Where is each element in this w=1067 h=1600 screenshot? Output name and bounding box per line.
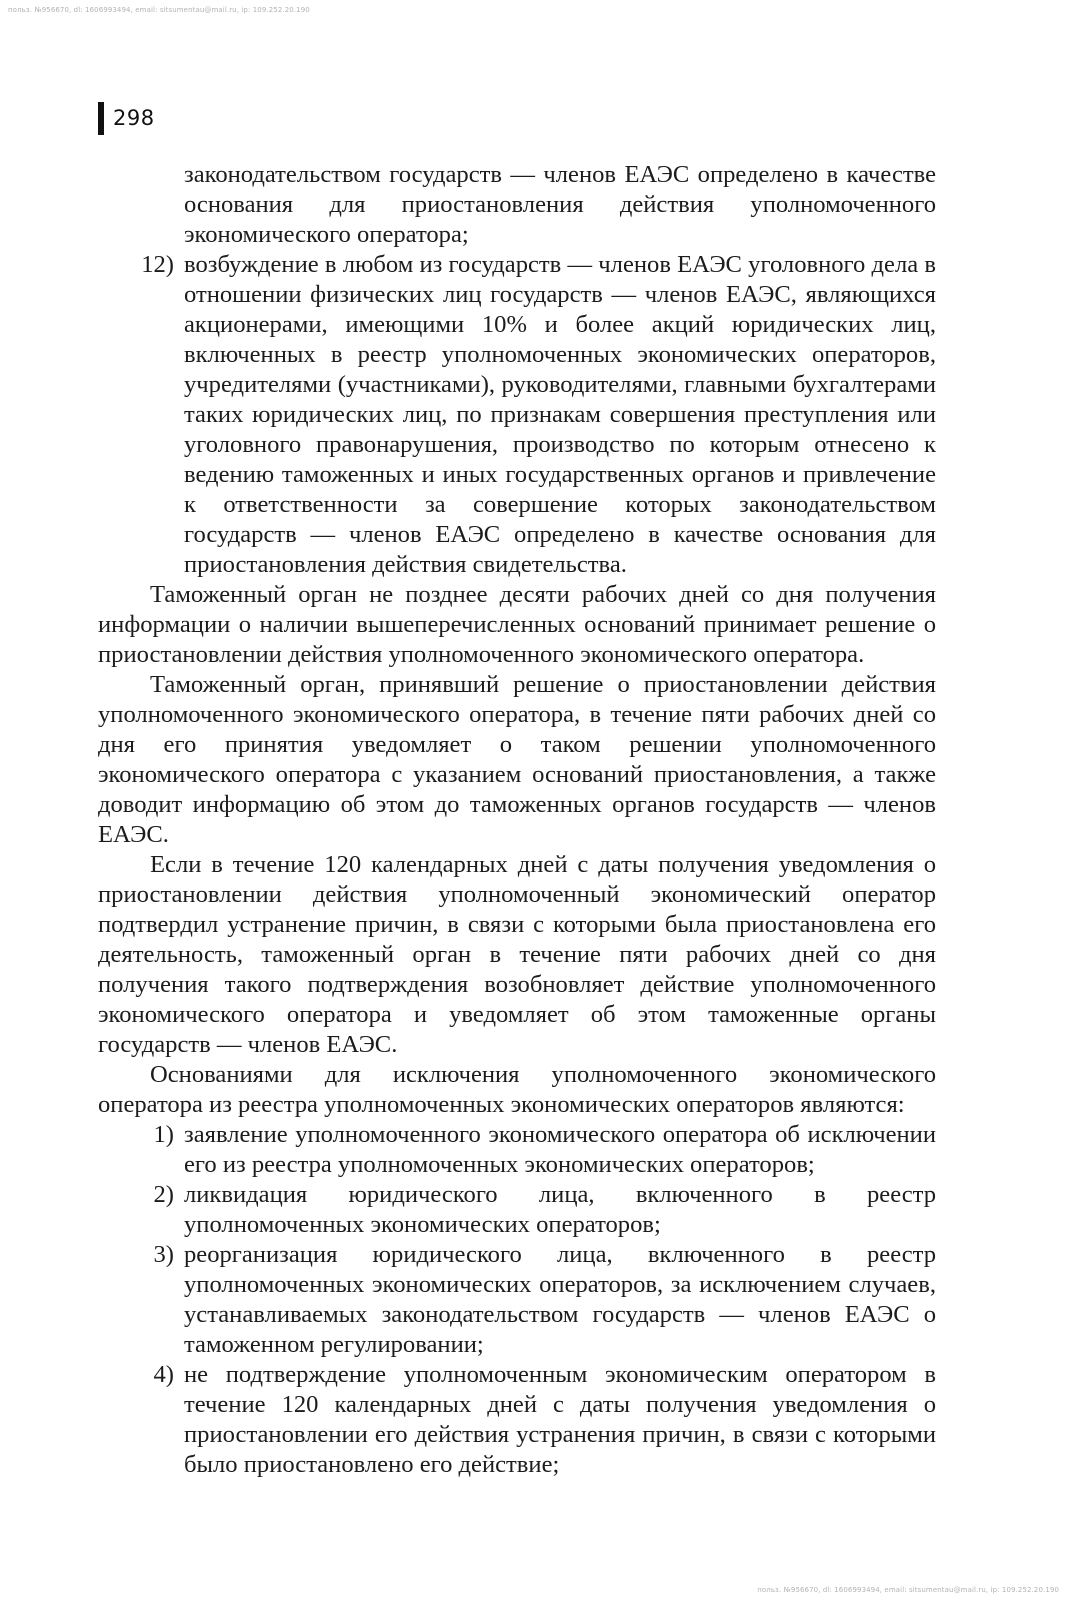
paragraph: Если в течение 120 календарных дней с даты получения уведомления о приостановлении действия уполномоченный экономический оператор подтвердил устранение причин, в связи с которыми была приостановлена его деятельность, таможенный орган в течение пяти рабочих дней со дня получения такого подтверждения возобновляет действие уполномоченного экономического оператора и уведомляет об этом таможенные органы государств — членов ЕАЭС. [98,851,936,1058]
list-item-number: 2) [153,1181,174,1208]
paragraph: Таможенный орган не позднее десяти рабочих дней со дня получения информации о наличии вышеперечисленных оснований принимает решение о приостановлении действия уполномоченного экономического оператора. [98,581,936,668]
list-item-text: ликвидация юридического лица, включенного в реестр уполномоченных экономических операторов; [184,1181,936,1238]
watermark-bottom: польз. №956670, dl: 1606993494, email: sitsumentau@mail.ru, ip: 109.252.20.190 [757,1586,1059,1594]
list-item-number: 12) [141,251,174,278]
paragraph: Основаниями для исключения уполномоченного экономического оператора из реестра уполномоченных экономических операторов являются: [98,1061,936,1118]
list-item-number: 4) [153,1361,174,1388]
header-bar [98,102,104,135]
list-item [98,1360,936,1480]
watermark-top: польз. №956670, dl: 1606993494, email: sitsumentau@mail.ru, ip: 109.252.20.190 [8,6,310,14]
list-item-number: 3) [153,1241,174,1268]
list-item [98,1120,936,1180]
document-body [98,160,936,1480]
paragraph: Таможенный орган, принявший решение о приостановлении действия уполномоченного экономического оператора, в течение пяти рабочих дней со дня его принятия уведомляет о таком решении уполномоченного экономического оператора с указанием оснований приостановления, а также доводит информацию об этом до таможенных органов государств — членов ЕАЭС. [98,671,936,848]
list-item-text: не подтверждение уполномоченным экономическим оператором в течение 120 календарных дней с даты получения уведомления о приостановлении его действия устранения причин, в связи с которыми было приостановлено его действие; [184,1361,936,1478]
page-number: 298 [113,106,155,130]
list-item-text: заявление уполномоченного экономического оператора об исключении его из реестра уполномоченных экономических операторов; [184,1121,936,1178]
list-item-text: возбуждение в любом из государств — членов ЕАЭС уголовного дела в отношении физических лиц государств — членов ЕАЭС, являющихся акционерами, имеющими 10% и более акций юридических лиц, включенных в реестр уполномоченных экономических операторов, учредителями (участниками), руководителями, главными бухгалтерами таких юридических лиц, по признакам совершения преступления или уголовного правонарушения, производство по которым отнесено к ведению таможенных и иных государственных органов и привлечение к ответственности за совершение которых законодательством государств — членов ЕАЭС определено в качестве основания для приостановления действия свидетельства. [184,251,936,578]
list-item-12 [98,250,936,580]
continued-paragraph: законодательством государств — членов ЕАЭС определено в качестве основания для приостановления действия уполномоченного экономического оператора; [184,161,936,248]
list-item-number: 1) [153,1121,174,1148]
list-item [98,1240,936,1360]
page-header [98,100,155,136]
list-item [98,1180,936,1240]
list-item-text: реорганизация юридического лица, включенного в реестр уполномоченных экономических операторов, за исключением случаев, устанавливаемых законодательством государств — членов ЕАЭС о таможенном регулировании; [184,1241,936,1358]
